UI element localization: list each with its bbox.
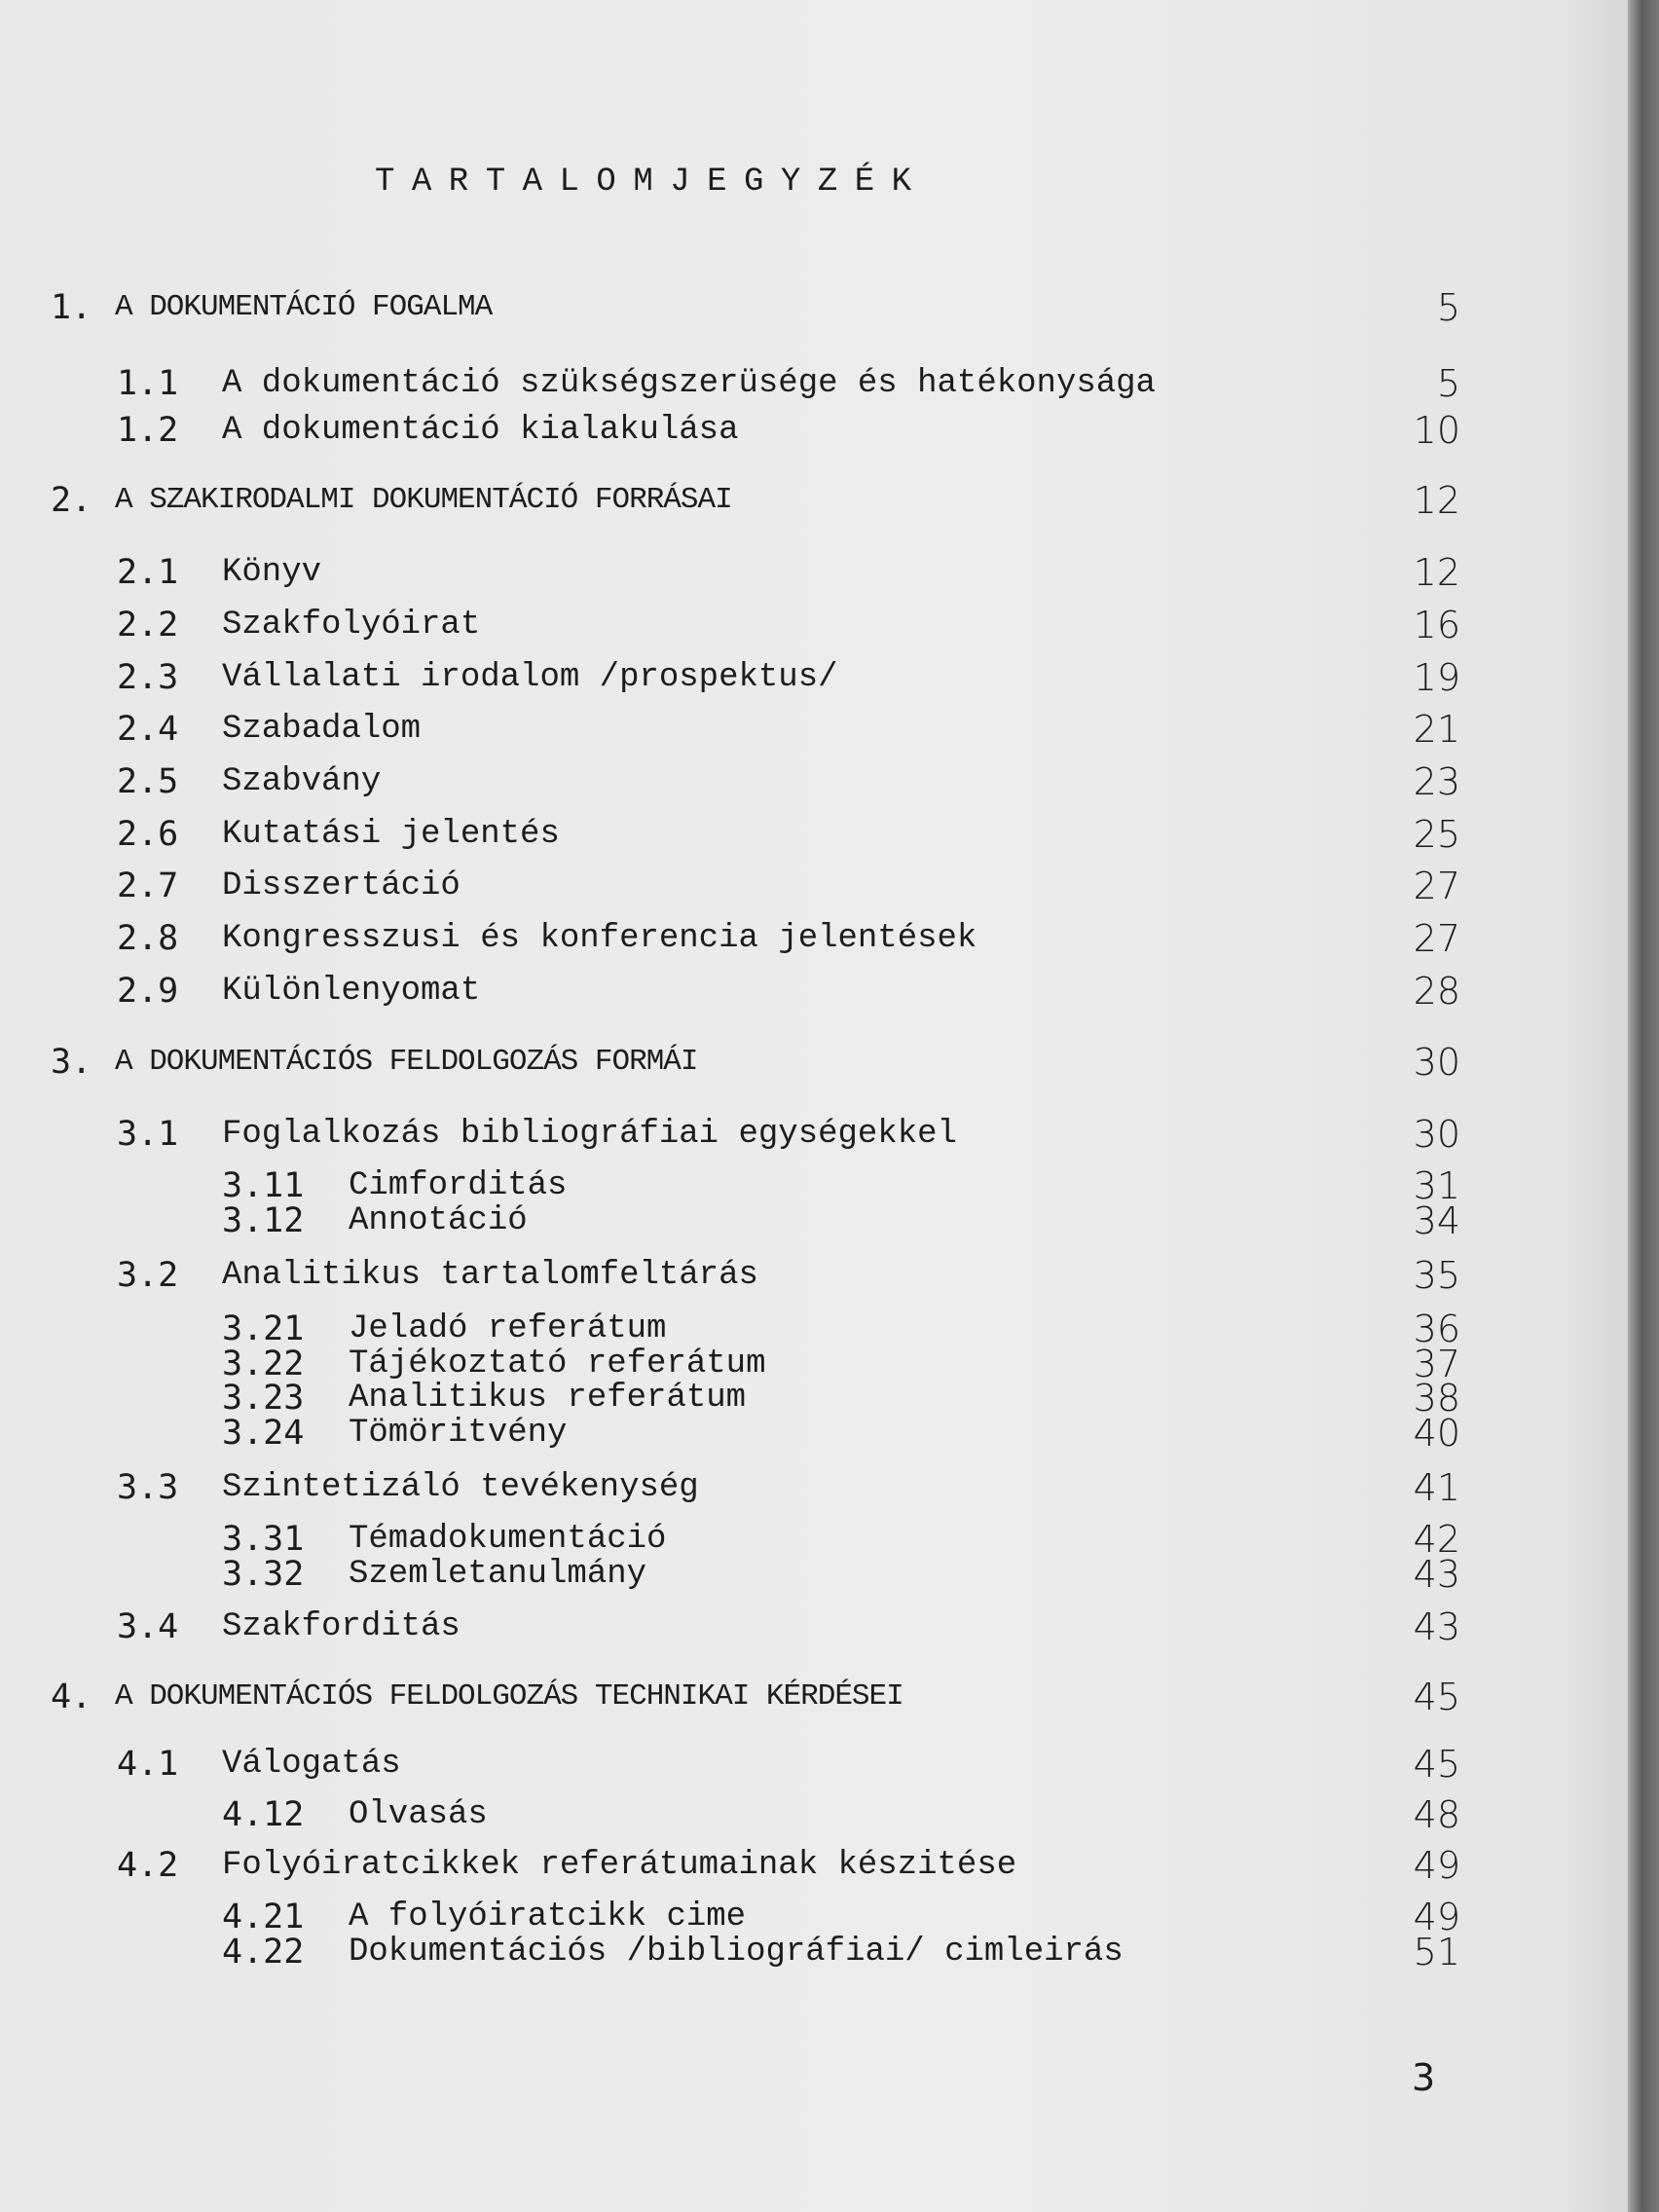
- toc-entry-title: A DOKUMENTÁCIÓS FELDOLGOZÁS FORMÁI: [115, 1045, 698, 1079]
- toc-entry-number: 4.12: [222, 1795, 305, 1834]
- toc-entry-number: 3.32: [222, 1555, 305, 1594]
- toc-entry-title: Témadokumentáció: [349, 1521, 667, 1558]
- toc-entry-page: 48: [1413, 1793, 1460, 1836]
- toc-entry-page: 30: [1413, 1041, 1460, 1084]
- toc-entry-number: 3.1: [117, 1115, 179, 1154]
- toc-entry-number: 2.9: [117, 972, 179, 1011]
- toc-entry: [0, 553, 1460, 592]
- toc-entry-page: 16: [1413, 604, 1460, 646]
- toc-entry-title: A DOKUMENTÁCIÓ FOGALMA: [115, 290, 493, 324]
- toc-entry-title: Jeladó referátum: [349, 1310, 667, 1347]
- toc-entry-title: Annotáció: [349, 1202, 528, 1239]
- toc-entry-number: 2.2: [117, 606, 179, 645]
- toc-entry-page: 10: [1413, 409, 1460, 452]
- toc-entry: [0, 710, 1460, 749]
- toc-entry-title: Szintetizáló tevékenység: [222, 1469, 699, 1506]
- toc-entry-number: 3.12: [222, 1201, 305, 1240]
- toc-entry-number: 3.3: [117, 1468, 179, 1507]
- toc-entry: [0, 481, 1460, 520]
- toc-entry-number: 3.2: [117, 1256, 179, 1295]
- toc-entry-page: 49: [1413, 1896, 1460, 1938]
- toc-entry: [0, 364, 1460, 403]
- toc-entry: [0, 1898, 1460, 1936]
- toc-entry: [0, 919, 1460, 958]
- toc-entry: [0, 1468, 1460, 1507]
- toc-entry-page: 40: [1413, 1412, 1460, 1455]
- toc-entry: [0, 1520, 1460, 1559]
- page-number: 3: [1412, 2056, 1436, 2099]
- toc-entry-page: 27: [1413, 865, 1460, 907]
- toc-entry: [0, 1795, 1460, 1834]
- toc-entry: [0, 1043, 1460, 1082]
- toc-entry: [0, 411, 1460, 450]
- page-edge-shadow: [1628, 0, 1659, 2212]
- toc-entry-title: Szabadalom: [222, 711, 422, 748]
- toc-entry-page: 45: [1413, 1743, 1460, 1786]
- toc-entry-title: Válogatás: [222, 1746, 401, 1783]
- toc-entry: [0, 606, 1460, 645]
- toc-entry-title: Könyv: [222, 554, 322, 591]
- toc-entry-page: 5: [1436, 286, 1460, 329]
- toc-entry-title: Olvasás: [349, 1796, 488, 1833]
- toc-entry-page: 43: [1413, 1605, 1460, 1648]
- toc-entry: [0, 1414, 1460, 1453]
- toc-entry-number: 4.21: [222, 1898, 305, 1936]
- toc-entry-page: 27: [1413, 917, 1460, 960]
- toc-entry-page: 51: [1413, 1931, 1460, 1973]
- toc-entry: [0, 1846, 1460, 1885]
- toc-entry-page: 31: [1413, 1164, 1460, 1207]
- toc-entry-number: 2.5: [117, 762, 179, 801]
- toc-entry-number: 3.23: [222, 1379, 305, 1418]
- toc-entry-title: Vállalati irodalom /prospektus/: [222, 659, 838, 696]
- toc-entry-page: 34: [1413, 1199, 1460, 1242]
- toc-entry-page: 21: [1413, 708, 1460, 751]
- toc-entry: [0, 762, 1460, 801]
- toc-entry: [0, 1309, 1460, 1348]
- toc-entry-number: 4.1: [117, 1745, 179, 1784]
- toc-entry-page: 12: [1413, 551, 1460, 594]
- toc-entry-number: 3.24: [222, 1414, 305, 1453]
- toc-entry: [0, 1256, 1460, 1295]
- toc-entry-title: Kutatási jelentés: [222, 816, 560, 853]
- toc-entry-page: 23: [1413, 760, 1460, 803]
- toc-title: TARTALOMJEGYZÉK: [375, 164, 929, 201]
- toc-entry: [0, 1345, 1460, 1383]
- toc-entry-title: Szemletanulmány: [349, 1556, 647, 1593]
- toc-entry-page: 37: [1413, 1343, 1460, 1385]
- toc-entry-page: 41: [1413, 1466, 1460, 1509]
- toc-entry-number: 2.6: [117, 815, 179, 854]
- toc-entry-page: 12: [1413, 479, 1460, 522]
- toc-entry-page: 28: [1413, 970, 1460, 1013]
- toc-entry-number: 3.21: [222, 1309, 305, 1348]
- toc-entry-page: 42: [1413, 1518, 1460, 1561]
- toc-entry-page: 45: [1413, 1676, 1460, 1718]
- toc-entry-title: Különlenyomat: [222, 973, 481, 1010]
- toc-entry-title: Cimforditás: [349, 1167, 568, 1204]
- toc-entry-page: 5: [1436, 362, 1460, 405]
- toc-entry-page: 43: [1413, 1553, 1460, 1596]
- toc-entry: [0, 972, 1460, 1011]
- toc-entry-page: 35: [1413, 1254, 1460, 1297]
- toc-entry: [0, 1379, 1460, 1418]
- toc-entry: [0, 1933, 1460, 1972]
- toc-entry: [0, 1607, 1460, 1646]
- toc-entry-title: Foglalkozás bibliográfiai egységekkel: [222, 1116, 957, 1153]
- toc-entry-number: 3.31: [222, 1520, 305, 1559]
- toc-entry: [0, 1115, 1460, 1154]
- toc-entry-title: Szabvány: [222, 763, 382, 800]
- toc-entry-page: 25: [1413, 813, 1460, 856]
- toc-entry-number: 3.11: [222, 1166, 305, 1205]
- toc-entry-number: 1.2: [117, 411, 179, 450]
- toc-entry-title: Tömöritvény: [349, 1415, 568, 1452]
- toc-entry-number: 2.7: [117, 866, 179, 905]
- toc-entry-number: 2.3: [117, 658, 179, 697]
- toc-entry-title: Disszertáció: [222, 867, 461, 904]
- toc-entry-title: Analitikus referátum: [349, 1380, 747, 1417]
- toc-entry-page: 49: [1413, 1844, 1460, 1887]
- toc-entry-page: 19: [1413, 656, 1460, 699]
- toc-entry: [0, 1745, 1460, 1784]
- toc-entry-title: Tájékoztató referátum: [349, 1346, 766, 1382]
- toc-entry: [0, 288, 1460, 327]
- toc-entry-number: 4.22: [222, 1933, 305, 1972]
- toc-entry-title: Szakforditás: [222, 1608, 461, 1645]
- toc-entry-number: 2.4: [117, 710, 179, 749]
- toc-entry: [0, 1677, 1460, 1716]
- toc-entry-page: 30: [1413, 1113, 1460, 1156]
- toc-entry-number: 3.22: [222, 1345, 305, 1383]
- toc-entry-title: A folyóiratcikk cime: [349, 1899, 747, 1936]
- toc-entry-number: 1.1: [117, 364, 179, 403]
- toc-entry: [0, 815, 1460, 854]
- toc-entry-title: A dokumentáció kialakulása: [222, 412, 739, 449]
- toc-entry: [0, 1166, 1460, 1205]
- toc-entry-number: 1.: [51, 288, 92, 327]
- toc-entry-title: Folyóiratcikkek referátumainak készitése: [222, 1847, 1017, 1884]
- toc-entry-number: 3.: [51, 1043, 92, 1082]
- toc-entry-title: Dokumentációs /bibliográfiai/ cimleirás: [349, 1934, 1124, 1971]
- toc-entry-title: Analitikus tartalomfeltárás: [222, 1257, 758, 1294]
- toc-entry-title: A SZAKIRODALMI DOKUMENTÁCIÓ FORRÁSAI: [115, 483, 732, 517]
- toc-entry: [0, 1555, 1460, 1594]
- toc-entry-number: 2.1: [117, 553, 179, 592]
- toc-entry-page: 36: [1413, 1308, 1460, 1350]
- toc-entry-number: 2.8: [117, 919, 179, 958]
- toc-entry-number: 4.: [51, 1677, 92, 1716]
- toc-entry-number: 3.4: [117, 1607, 179, 1646]
- toc-entry-number: 4.2: [117, 1846, 179, 1885]
- toc-entry-title: Kongresszusi és konferencia jelentések: [222, 920, 977, 957]
- toc-entry-page: 38: [1413, 1377, 1460, 1419]
- toc-entry-title: A DOKUMENTÁCIÓS FELDOLGOZÁS TECHNIKAI KÉRDÉSEI: [115, 1679, 903, 1714]
- toc-entry: [0, 1201, 1460, 1240]
- toc-entry-title: Szakfolyóirat: [222, 607, 481, 644]
- toc-entry: [0, 866, 1460, 905]
- toc-entry-title: A dokumentáció szükségszerüsége és hatékonysága: [222, 365, 1156, 402]
- toc-entry: [0, 658, 1460, 697]
- toc-entry-number: 2.: [51, 481, 92, 520]
